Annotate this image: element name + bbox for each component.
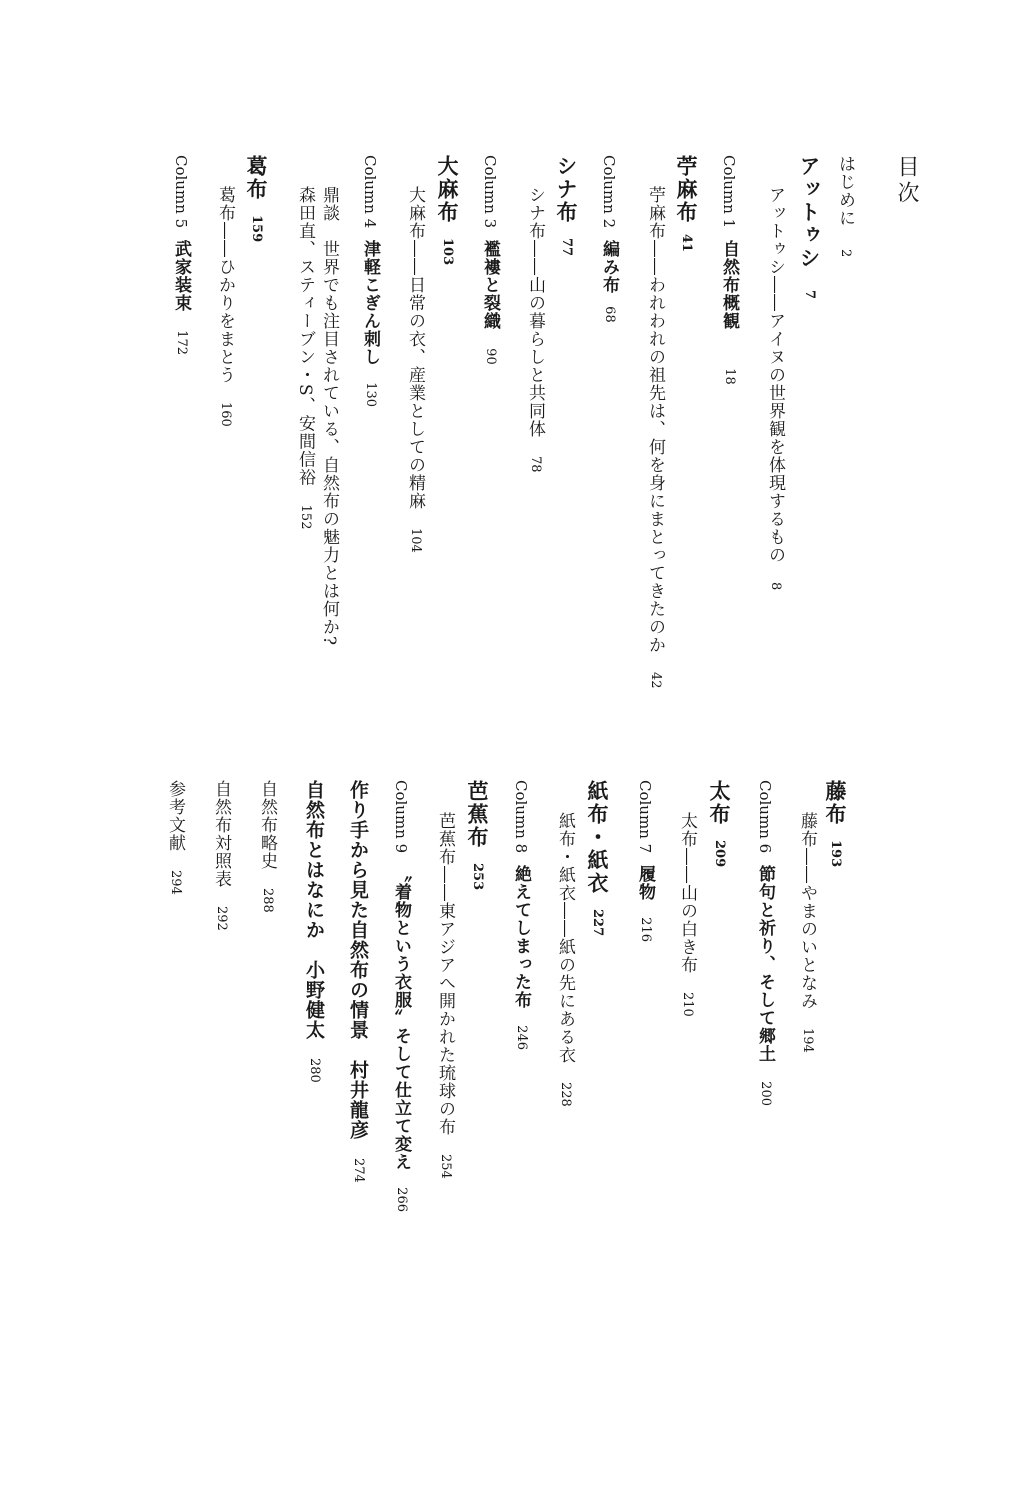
toc-section-fuji[interactable] [825, 780, 846, 867]
page-number: 41 [679, 234, 694, 253]
toc-entry-shifu-sub[interactable] [556, 812, 573, 1107]
page-number: 194 [800, 1028, 815, 1053]
toc-entry-column-4[interactable] [361, 155, 378, 407]
toc-section-shina[interactable] [556, 155, 577, 256]
column-label: Column 2 [600, 155, 618, 229]
page-number: 8 [768, 582, 783, 591]
section-title: 葛布 [244, 155, 269, 201]
entry-text: 作り手から見た自然布の情景 村井龍彦 [347, 780, 369, 1140]
toc-entry-fuji-sub[interactable] [798, 812, 815, 1053]
toc-entry-column-8[interactable] [512, 780, 529, 1050]
section-title: アットゥシ [797, 155, 822, 270]
column-label: Column 4 [361, 155, 379, 229]
toc-section-basho[interactable] [467, 780, 488, 890]
page-number: 254 [438, 1154, 453, 1179]
toc-entry-column-2[interactable] [600, 155, 617, 323]
page-number: 7 [802, 290, 817, 300]
page-number: 266 [394, 1187, 409, 1212]
entry-text: シナ布――山の暮らしと共同体 [525, 186, 545, 438]
page-number: 160 [218, 402, 233, 427]
entry-text: 自然布略史 [257, 780, 277, 870]
entry-names: 森田直、スティーブン・S、安間信裕 [295, 186, 315, 487]
entry-text: 自然布とはなにか 小野健太 [303, 780, 325, 1040]
page-number: 209 [712, 840, 727, 868]
page-number: 274 [351, 1158, 366, 1183]
entry-text: 節句と祈り、そして郷土 [755, 865, 775, 1064]
toc-entry-column-1[interactable] [720, 155, 737, 385]
column-label: Column 6 [756, 780, 774, 854]
page-number: 159 [249, 215, 264, 243]
page-number: 152 [298, 504, 313, 530]
page-number: 104 [408, 528, 423, 553]
toc-section-kuzu[interactable] [246, 155, 267, 242]
toc-entry-basho-sub[interactable] [436, 812, 453, 1179]
page-number: 18 [722, 368, 737, 385]
toc-entry-sanko[interactable] [166, 780, 183, 895]
page-number: 246 [514, 1025, 529, 1050]
entry-text: はじめに [835, 155, 855, 227]
page-number: 42 [648, 672, 663, 689]
page-number: 200 [758, 1081, 773, 1106]
page-number: 228 [558, 1082, 573, 1107]
entry-text: 津軽こぎん刺し [360, 240, 380, 367]
page-number: 294 [168, 870, 183, 895]
toc-section-taifu[interactable] [709, 780, 730, 867]
section-title: 太布 [707, 780, 732, 826]
column-label: Column 9 [392, 780, 410, 854]
toc-entry-column-6[interactable] [756, 780, 773, 1106]
toc-entry-towa[interactable] [304, 780, 323, 1083]
entry-text: 襤褸と裂織 [480, 240, 500, 331]
entry-text: 苧麻布――われわれの祖先は、何を身にまとってきたのか [645, 186, 665, 654]
entry-text: 絶えてしまった布 [511, 865, 531, 1010]
toc-entry-attush-sub[interactable] [766, 186, 783, 590]
toc-title: 目次 [894, 155, 919, 207]
entry-text: 自然布概観 [719, 240, 739, 331]
entry-text: 自然布対照表 [211, 780, 231, 888]
toc-entry-shina-sub[interactable] [526, 186, 543, 473]
page-number: 2 [838, 249, 853, 258]
section-title: 藤布 [823, 780, 848, 826]
page-number: 280 [307, 1058, 322, 1083]
page-number: 193 [828, 840, 843, 868]
page-number: 216 [638, 917, 653, 942]
toc-section-shifu[interactable] [587, 780, 608, 936]
column-label: Column 8 [512, 780, 530, 854]
toc-entry-tsukurite[interactable] [348, 780, 367, 1183]
entry-text: 太布――山の白き布 [677, 812, 697, 974]
entry-text: 参考文献 [165, 780, 185, 852]
page-number: 227 [590, 909, 605, 937]
entry-text: 〝着物という衣服〟そして仕立て変え [391, 865, 411, 1172]
page-number: 130 [363, 382, 378, 407]
toc-entry-teidan-names[interactable] [296, 186, 313, 529]
toc-entry-hajimeni[interactable] [836, 155, 853, 257]
toc-entry-column-5[interactable] [172, 155, 189, 355]
toc-section-karamushi[interactable] [676, 155, 697, 252]
toc-entry-karamushi-sub[interactable] [646, 186, 663, 689]
page-number: 172 [174, 330, 189, 355]
entry-text: 芭蕉布――東アジアへ開かれた琉球の布 [435, 812, 455, 1136]
section-title: 大麻布 [435, 155, 460, 224]
page-number: 292 [214, 906, 229, 931]
page-number: 288 [260, 888, 275, 913]
toc-entry-teidan[interactable] [320, 186, 337, 646]
toc-entry-ryakushi[interactable] [258, 780, 275, 913]
entry-text: 紙布・紙衣――紙の先にある衣 [555, 812, 575, 1064]
page-number: 90 [483, 348, 498, 365]
toc-section-attush[interactable] [799, 155, 820, 299]
entry-text: 大麻布――日常の衣、産業としての精麻 [405, 186, 425, 510]
entry-text: 履物 [635, 865, 655, 902]
column-label: Column 1 [720, 155, 738, 229]
page-number: 77 [559, 238, 574, 257]
toc-entry-column-7[interactable] [636, 780, 653, 942]
section-title: 紙布・紙衣 [585, 780, 610, 895]
page-number: 78 [528, 456, 543, 473]
section-title: シナ布 [554, 155, 579, 224]
entry-text: 鼎談 世界でも注目されている、自然布の魅力とは何か? [319, 186, 339, 647]
column-label: Column 7 [636, 780, 654, 854]
page-number: 68 [602, 306, 617, 323]
entry-text: 武家装束 [171, 240, 191, 313]
toc-entry-taisho[interactable] [212, 780, 229, 931]
toc-entry-kuzu-sub[interactable] [216, 186, 233, 427]
entry-text: 編み布 [599, 240, 619, 295]
entry-text: 葛布――ひかりをまとう [215, 186, 235, 384]
toc-entry-taima-sub[interactable] [406, 186, 423, 553]
column-label: Column 5 [172, 155, 190, 229]
section-title: 苧麻布 [674, 155, 699, 224]
entry-text: アットゥシ――アイヌの世界観を体現するもの [765, 186, 785, 564]
toc-entry-taifu-sub[interactable] [678, 812, 695, 1017]
column-label: Column 3 [481, 155, 499, 229]
entry-text: 藤布――やまのいとなみ [797, 812, 817, 1010]
toc-entry-column-3[interactable] [481, 155, 498, 365]
page-number: 210 [680, 992, 695, 1017]
page-number: 253 [470, 863, 485, 891]
toc-entry-column-9[interactable] [392, 780, 409, 1212]
page-number: 103 [440, 238, 455, 266]
section-title: 芭蕉布 [465, 780, 490, 849]
toc-section-taima[interactable] [437, 155, 458, 265]
